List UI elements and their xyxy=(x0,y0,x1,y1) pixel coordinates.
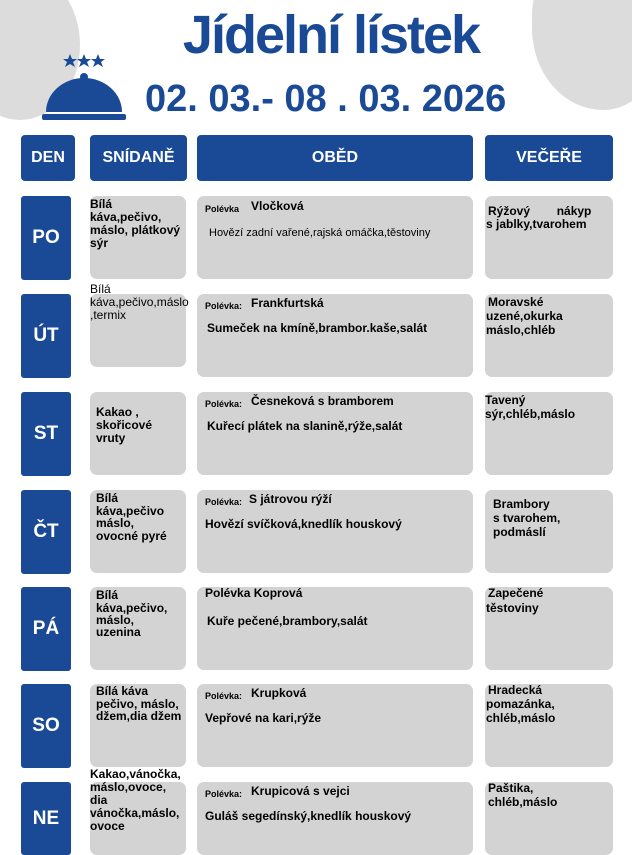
column-header-breakfast: SNÍDANĚ xyxy=(90,135,187,181)
date-range: 02. 03.- 08 . 03. 2026 xyxy=(145,78,507,120)
main-dish: Hovězí svíčková,knedlík houskový xyxy=(205,517,402,531)
soup-name: Polévka Koprová xyxy=(205,586,303,600)
lunch-cell-ut xyxy=(197,294,473,377)
dinner-cell-st: Tavený sýr,chléb,máslo xyxy=(485,392,613,475)
day-label-pa: PÁ xyxy=(21,587,71,671)
soup-label: Polévka: xyxy=(205,399,243,409)
main-dish: Vepřové na kari,rýže xyxy=(205,711,322,725)
lunch-cell-st xyxy=(197,392,473,475)
breakfast-cell-so: Bílá káva pečivo, máslo, džem,dia džem xyxy=(90,684,186,767)
breakfast-cell-ct: Bílá káva,pečivo máslo, ovocné pyré xyxy=(90,490,186,573)
dinner-cell-ut: Moravské uzené,okurka máslo,chléb xyxy=(485,294,613,377)
main-dish: Hovězí zadní vařené,rajská omáčka,těstoviny xyxy=(209,227,431,239)
dinner-cell-po: Rýžový nákyp s jablky,tvarohem xyxy=(485,196,613,279)
breakfast-cell-po: Bílá káva,pečivo, máslo, plátkový sýr xyxy=(90,196,186,279)
dinner-cell-so: Hradecká pomazánka, chléb,máslo xyxy=(485,684,613,767)
main-dish: Kuřecí plátek na slanině,rýže,salát xyxy=(207,419,403,433)
soup-label: Polévka xyxy=(205,204,240,214)
breakfast-cell-st: Kakao , skořicové vruty xyxy=(90,392,186,475)
day-label-ne: NE xyxy=(21,782,71,855)
soup-name: Česneková s bramborem xyxy=(251,394,394,408)
lunch-cell-po xyxy=(197,196,473,279)
dinner-cell-ne: Paštika, chléb,máslo xyxy=(485,782,613,855)
main-dish: Guláš segedínský,knedlík houskový xyxy=(205,809,412,823)
day-label-ut: ÚT xyxy=(21,294,71,378)
soup-name: Frankfurtská xyxy=(251,296,324,310)
day-label-po: PO xyxy=(21,196,71,280)
column-header-lunch: OBĚD xyxy=(197,135,473,181)
breakfast-cell-ne: Kakao,vánočka, máslo,ovoce, dia vánočka,máslo, ovoce xyxy=(90,782,186,855)
day-label-so: SO xyxy=(21,684,71,768)
dinner-cell-ct: Brambory s tvarohem, podmáslí xyxy=(485,490,613,573)
page-title: Jídelní lístek xyxy=(182,5,480,65)
day-label-ct: ČT xyxy=(21,490,71,574)
lunch-cell-so xyxy=(197,684,473,767)
soup-name: Krupková xyxy=(251,686,307,700)
column-header-day: DEN xyxy=(21,135,75,181)
lunch-cell-pa xyxy=(197,587,473,670)
lunch-cell-ne xyxy=(197,782,473,855)
column-header-dinner: VEČEŘE xyxy=(485,135,613,181)
soup-name: Krupicová s vejci xyxy=(251,784,350,798)
dinner-cell-pa: Zapečené těstoviny xyxy=(485,587,613,670)
main-dish: Sumeček na kmíně,brambor.kaše,salát xyxy=(207,321,428,335)
lunch-cell-ct xyxy=(197,490,473,573)
soup-label: Polévka: xyxy=(205,789,243,799)
soup-label: Polévka: xyxy=(205,301,243,311)
soup-label: Polévka: xyxy=(205,691,243,701)
breakfast-cell-pa: Bílá káva,pečivo, máslo, uzenina xyxy=(90,587,186,670)
soup-name: S játrovou rýží xyxy=(249,492,332,506)
soup-name: Vločková xyxy=(251,199,304,213)
breakfast-cell-ut: Bílá káva,pečivo,máslo ,termix xyxy=(90,294,186,367)
main-dish: Kuře pečené,brambory,salát xyxy=(207,614,368,628)
soup-label: Polévka: xyxy=(205,497,243,507)
day-label-st: ST xyxy=(21,392,71,476)
